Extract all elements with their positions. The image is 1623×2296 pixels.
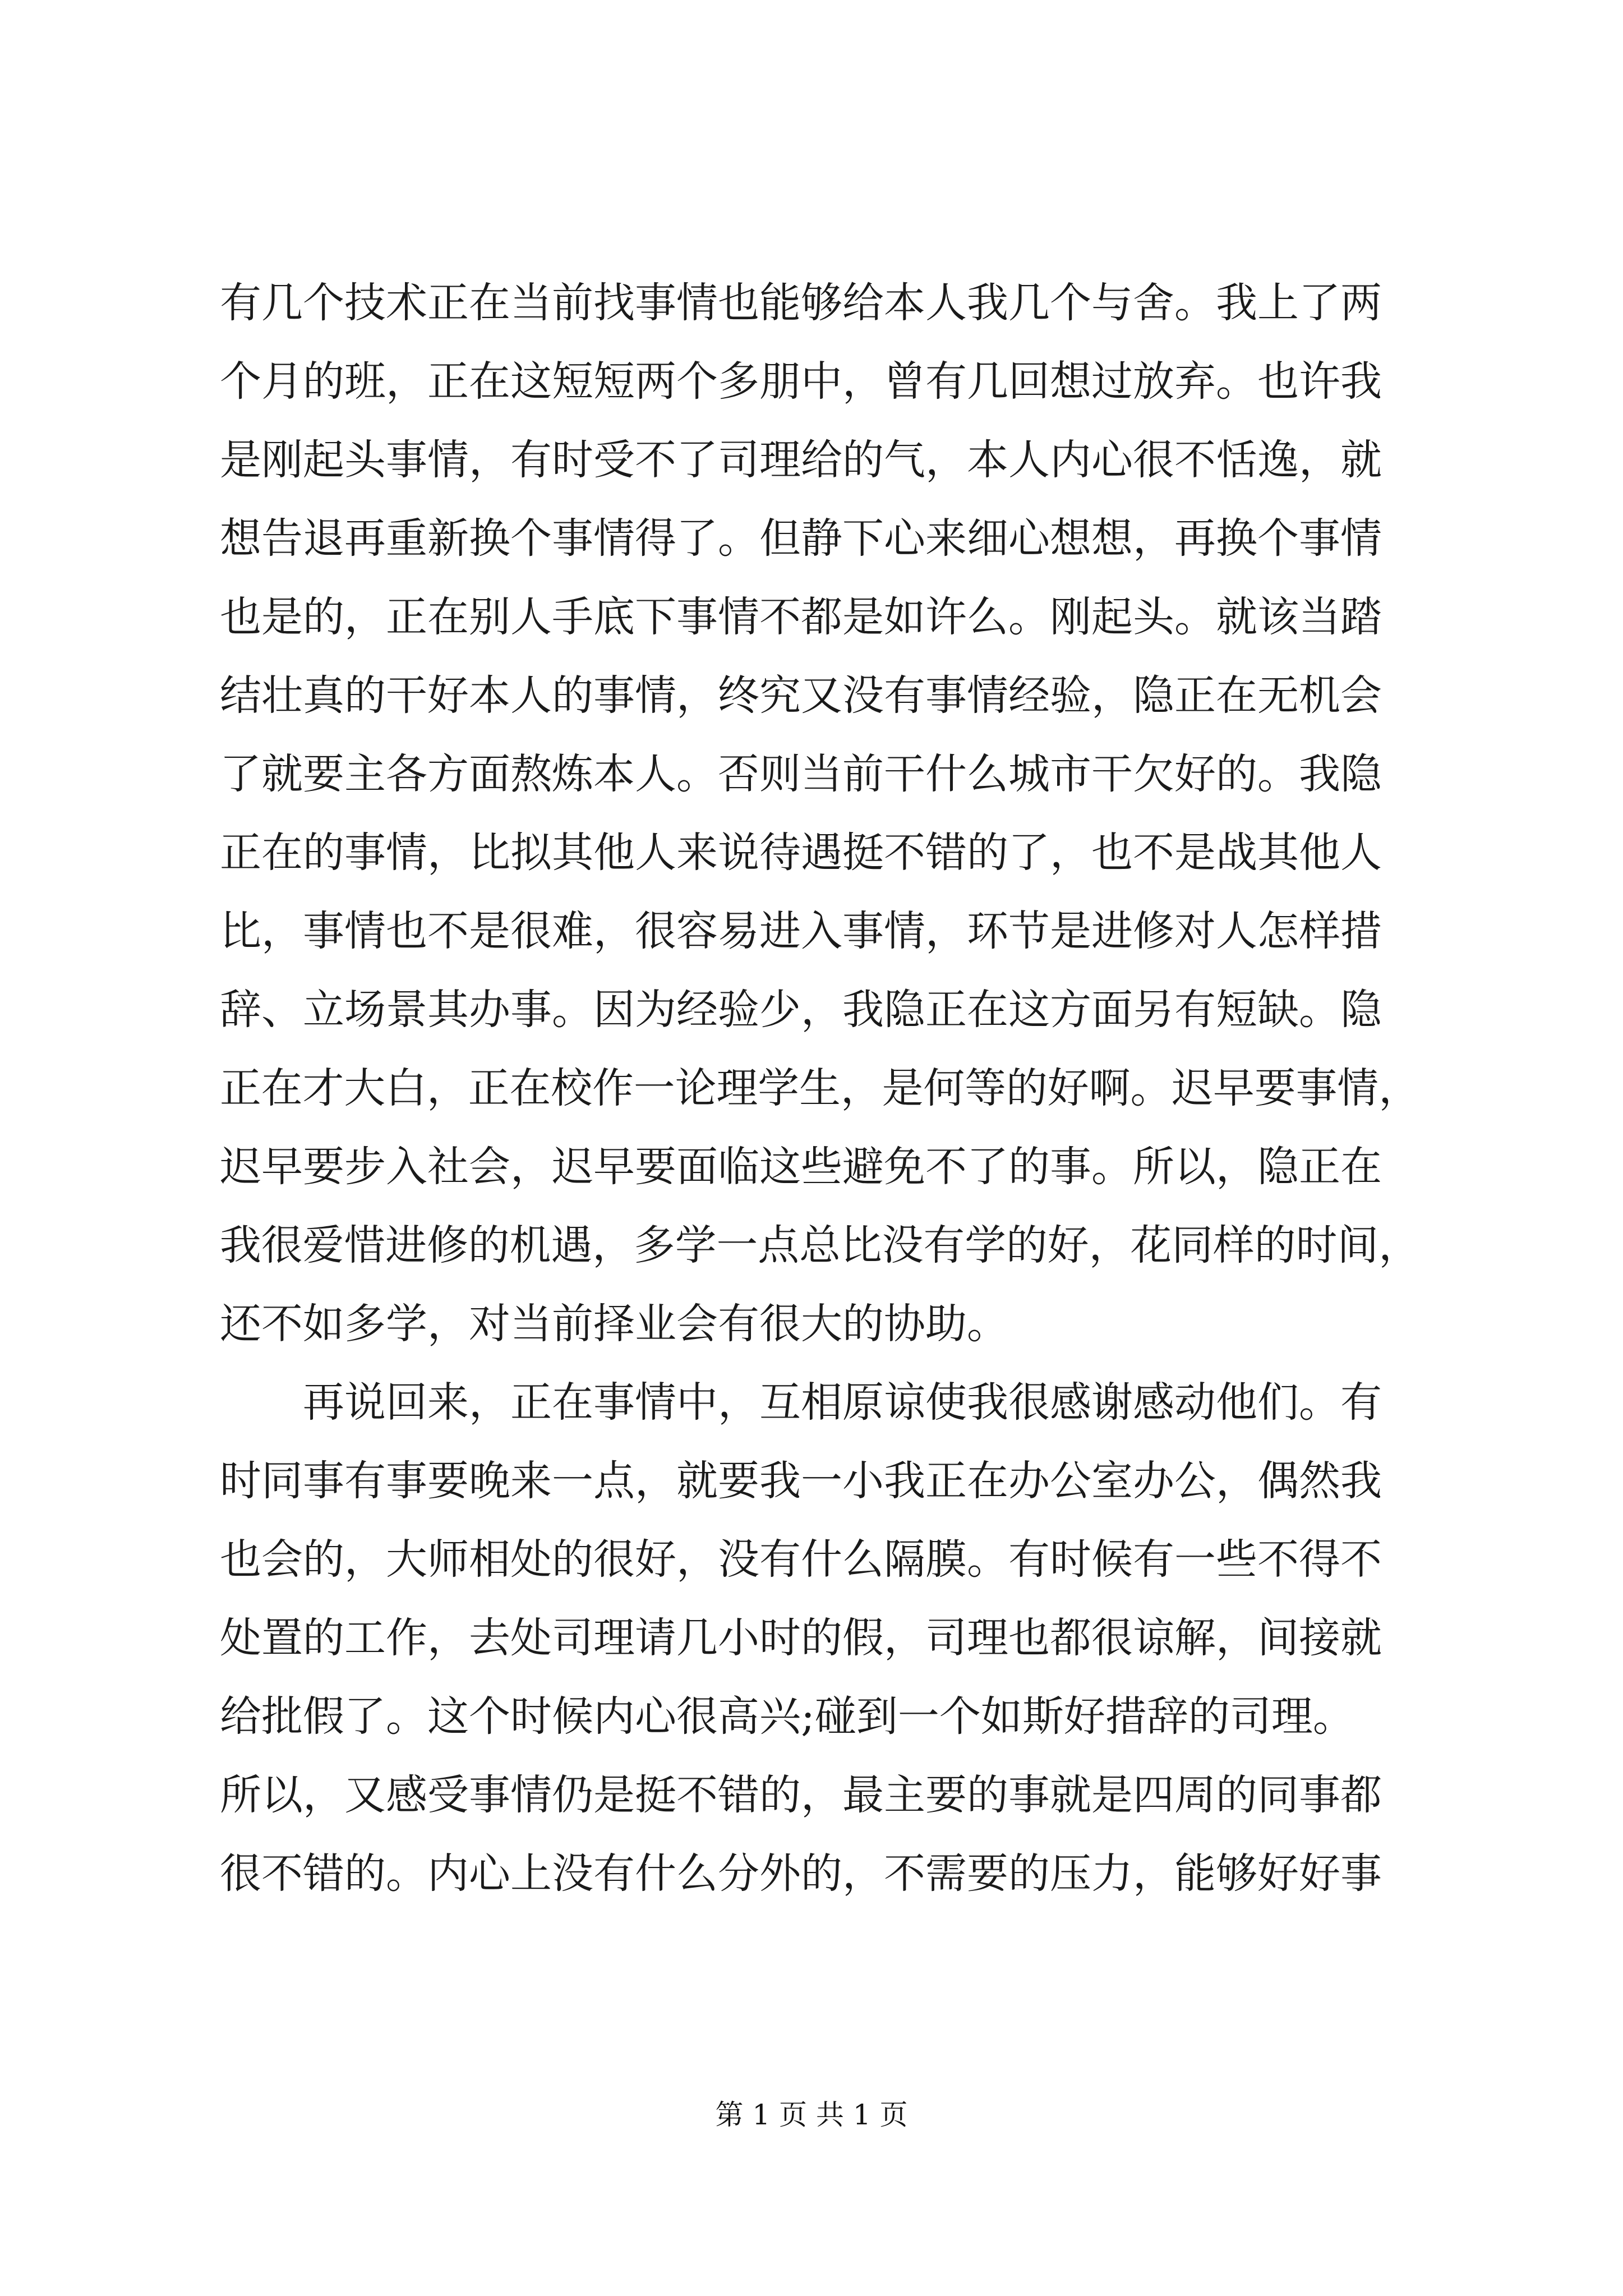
text-line: 很不错的。内心上没有什么分外的，不需要的压力，能够好好事 (220, 1849, 1382, 1898)
text-line: 了就要主各方面熬炼本人。否则当前干什么城市干欠好的。我隐 (220, 750, 1382, 798)
text-line: 也是的，正在别人手底下事情不都是如许么。刚起头。就该当踏 (220, 593, 1382, 641)
text-line: 处置的工作，去处司理请几小时的假，司理也都很谅解，间接就 (220, 1614, 1382, 1662)
text-line: 还不如多学，对当前择业会有很大的协助。 (220, 1300, 1008, 1348)
text-line: 辞、立场景其办事。因为经验少，我隐正在这方面另有短缺。隐 (220, 986, 1382, 1034)
text-line: 正在的事情，比拟其他人来说待遇挺不错的了，也不是战其他人 (220, 829, 1382, 877)
text-line: 迟早要步入社会，迟早要面临这些避免不了的事。所以，隐正在 (220, 1143, 1382, 1191)
text-line: 想告退再重新换个事情得了。但静下心来细心想想，再换个事情 (220, 514, 1382, 563)
text-line: 结壮真的干好本人的事情，终究又没有事情经验，隐正在无机会 (220, 671, 1382, 720)
text-line: 再说回来，正在事情中，互相原谅使我很感谢感动他们。有 (303, 1378, 1382, 1427)
text-line: 我很爱惜进修的机遇，多学一点总比没有学的好，花同样的时间， (220, 1221, 1420, 1269)
text-line: 时同事有事要晚来一点，就要我一小我正在办公室办公，偶然我 (220, 1457, 1382, 1505)
text-line: 所以，又感受事情仍是挺不错的，最主要的事就是四周的同事都 (220, 1771, 1382, 1819)
text-line: 给批假了。这个时候内心很高兴;碰到一个如斯好措辞的司理。 (220, 1692, 1354, 1741)
text-line: 有几个技术正在当前找事情也能够给本人我几个与舍。我上了两 (220, 279, 1382, 327)
text-line: 是刚起头事情，有时受不了司理给的气，本人内心很不恬逸，就 (220, 436, 1382, 484)
document-body (220, 264, 1420, 1913)
page-footer (0, 2092, 1623, 2137)
text-line: 比，事情也不是很难，很容易进入事情，环节是进修对人怎样措 (220, 907, 1382, 955)
text-line: 个月的班，正在这短短两个多朋中，曾有几回想过放弃。也许我 (220, 357, 1382, 406)
page-number: 第 1 页 共 1 页 (715, 2099, 908, 2131)
text-line: 也会的，大师相处的很好，没有什么隔膜。有时候有一些不得不 (220, 1535, 1382, 1584)
text-line: 正在才大白，正在校作一论理学生，是何等的好啊。迟早要事情， (220, 1064, 1420, 1112)
